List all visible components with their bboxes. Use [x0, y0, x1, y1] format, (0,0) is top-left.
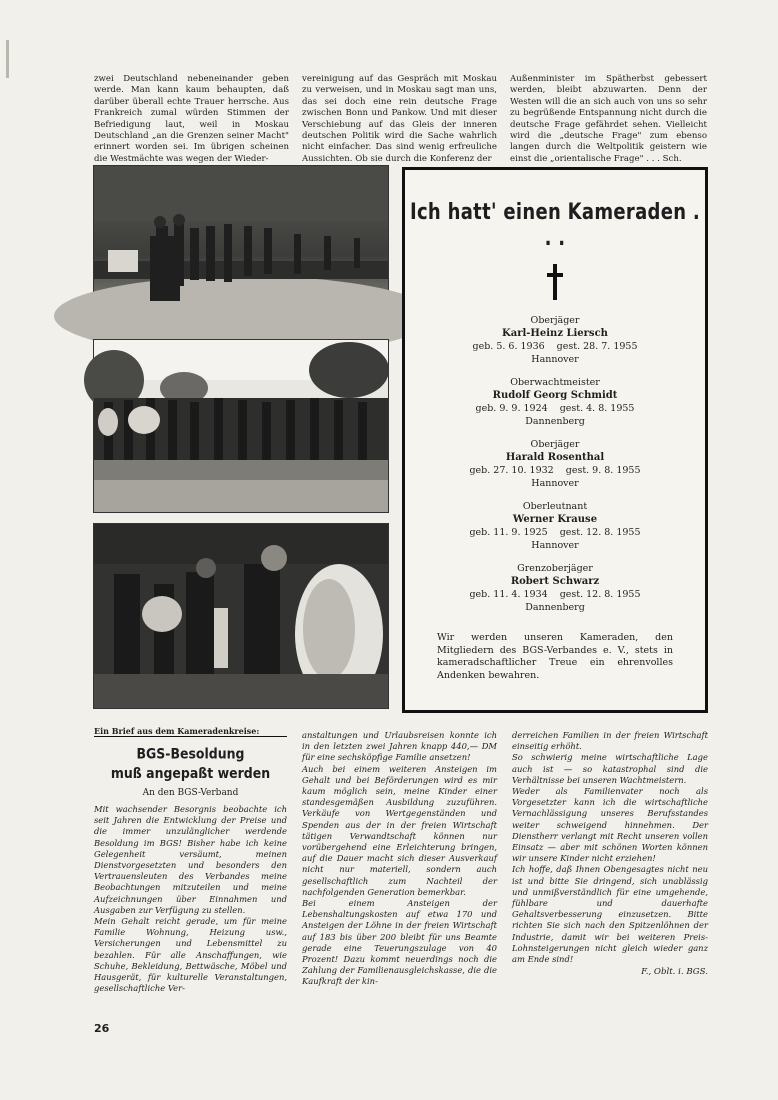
funeral-photo-1 [93, 165, 389, 329]
article-signature: F., Oblt. i. BGS. [641, 967, 708, 978]
memorial-notice [402, 167, 708, 713]
article-column-3-text: derreichen Familien in der freien Wirtschaft einseitig erhöht. So schwierig meine wirtschaftliche Lage auch ist — so katastrophal sind die Verhältnisse bei unseren Wachtmeistern. Weder als Familienvater noch als Vorgesetzter kann ich die wirtschaftliche Vernachlässigung unseres Berufsstandes weiter schweigend hinnehmen. Der Dienstherr verlangt mit Recht unseren vollen Einsatz — aber mit schönen Worten können wir unsere Kinder nicht erziehen! Ich hoffe, daß Ihnen Obengesagtes nicht neu ist und bitte Sie dringend, sich unablässig und unmißverständlich für eine umgehende, fühlbare und dauerhafte Gehaltsverbesserung einzusetzen. Bitte richten Sie sich nach den Spitzenlöhnen der Industrie, damit wir bei weiteren Preis-Lohnsteigerungen nicht gleich wieder ganz am Ende sind! [512, 730, 708, 965]
person-place: Dannenberg [525, 416, 585, 427]
person-rank: Oberjäger [530, 439, 580, 450]
person-name: Robert Schwarz [510, 576, 600, 587]
top-column-3: Außenminister im Spätherbst gebessert werden, bleibt abzuwarten. Denn der Westen will die an sich auch von uns so sehr zu begrüßende Entspannung nicht durch die deutsche Frage gefährdet sehen. Vielleicht wird die „deutsche Frage" zum ebenso langen durch die Weltpolitik geistern wie einst die „orientalische Frage" . . . Sch. [510, 74, 707, 164]
person-died: gest. 9. 8. 1955 [565, 465, 641, 476]
cross-icon [547, 264, 563, 300]
person-place: Hannover [531, 354, 579, 365]
person-name: Karl-Heinz Liersch [502, 328, 608, 339]
page-number: 26 [94, 1022, 110, 1035]
memorial-closing: Wir werden unseren Kameraden, den Mitgliedern des BGS-Verbandes e. V., stets in kameradschaftlicher Treue ein ehrenvolles Andenken bewahren. [437, 632, 673, 681]
memorial-person [405, 562, 705, 614]
article-kicker: Ein Brief aus dem Kameradenkreise: [94, 726, 287, 737]
person-rank: Grenzoberjäger [517, 563, 593, 574]
memorial-person [405, 500, 705, 552]
memorial-person [405, 314, 705, 366]
person-died: gest. 4. 8. 1955 [559, 403, 635, 414]
person-place: Hannover [531, 478, 579, 489]
memorial-heading: Ich hatt' einen Kameraden . . . [409, 198, 701, 252]
person-place: Dannenberg [525, 602, 585, 613]
article-column-2: anstaltungen und Urlaubsreisen konnte ich in den letzten zwei Jahren knapp 440,— DM für eine sechsköpfige Familie ansetzen! Auch bei einem weiteren Ansteigen im Gehalt und bei Beförderungen wird es mir kaum möglich sein, meine Kinder einer standesgemäßen Ausbildung zuzuführen. Verkäufe von Wertgegenständen und Spenden aus der in der freien Wirtschaft tätigen Verwandtschaft können nur vorübergehend eine Erleichterung bringen, auf die Dauer macht sich dieser Ausverkauf nicht nur materiell, sondern auch gesellschaftlich zum Nachteil der nachfolgenden Generation bemerkbar. Bei einem Ansteigen der Lebenshaltungskosten auf etwa 170 und Ansteigen der Löhne in der freien Wirtschaft auf 183 bis über 200 bleibt für uns Beamte gerade eine Teuerungszulage von 40 Prozent! Dazu kommt neuerdings noch die Zahlung der Familienausgleichskasse, die die Kaufkraft der kin- [302, 730, 497, 987]
person-died: gest. 12. 8. 1955 [559, 589, 641, 600]
article-title: BGS-Besoldung muß angepaßt werden [110, 744, 271, 782]
person-born: geb. 11. 9. 1925 [469, 527, 548, 538]
article-byline: An den BGS-Verband [142, 788, 239, 798]
person-name: Rudolf Georg Schmidt [492, 390, 618, 401]
memorial-person [405, 376, 705, 428]
person-died: gest. 12. 8. 1955 [559, 527, 641, 538]
funeral-photo-2 [93, 339, 389, 513]
person-name: Harald Rosenthal [505, 452, 605, 463]
person-born: geb. 5. 6. 1936 [472, 341, 545, 352]
person-rank: Oberleutnant [522, 501, 588, 512]
person-place: Hannover [531, 540, 579, 551]
person-born: geb. 27. 10. 1932 [469, 465, 554, 476]
person-born: geb. 9. 9. 1924 [475, 403, 548, 414]
funeral-photo-3 [93, 523, 389, 709]
top-column-2: vereinigung auf das Gespräch mit Moskau zu verweisen, und in Moskau sagt man uns, das sei doch eine rein deutsche Frage zwischen Bonn und Pankow. Und mit dieser Verschiebung auf das Gleis der inneren deutschen Politik wird die Sache wahrlich nicht einfacher. Das sind wenig erfreuliche Aussichten. Ob sie durch die Konferenz der [302, 74, 497, 164]
person-rank: Oberjäger [530, 315, 580, 326]
person-name: Werner Krause [512, 514, 598, 525]
article-column-3 [512, 730, 708, 1020]
article-column-1: Mit wachsender Besorgnis beobachte ich seit Jahren die Entwicklung der Preise und die immer unzulänglicher werdende Besoldung im BGS! Bisher habe ich keine Gelegenheit versäumt, meinen Dienstvorgesetzten und besonders den Vertrauensleuten des Verbandes meine Beobachtungen mitzuteilen und meine Aufzeichnungen über Einnahmen und Ausgaben zur Verfügung zu stellen. Mein Gehalt reicht gerade, um für meine Familie Wohnung, Heizung usw., Versicherungen und Lebensmittel zu bezahlen. Für alle Anschaffungen, wie Schuhe, Bekleidung, Bettwäsche, Möbel und Hausgerät, für kulturelle Veranstaltungen, gesellschaftliche Ver- [94, 804, 287, 994]
memorial-person [405, 438, 705, 490]
scan-edge-mark [6, 40, 9, 78]
person-born: geb. 11. 4. 1934 [469, 589, 548, 600]
person-died: gest. 28. 7. 1955 [556, 341, 638, 352]
top-column-1: zwei Deutschland nebeneinander geben werde. Man kann kaum behaupten, daß darüber überall echte Trauer herrsche. Aus Frankreich zumal würden Stimmen der Befriedigung laut, weil in Moskau Deutschland „an die Grenzen seiner Macht" erinnert worden sei. Im übrigen scheinen die Westmächte was wegen der Wieder- [94, 74, 289, 164]
person-rank: Oberwachtmeister [510, 377, 600, 388]
